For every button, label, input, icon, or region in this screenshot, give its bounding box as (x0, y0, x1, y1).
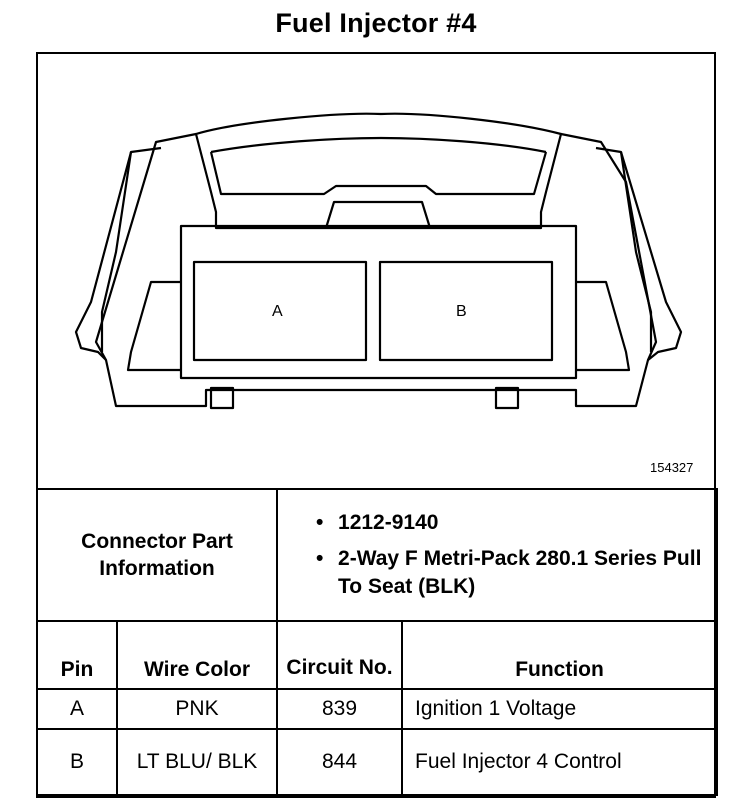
connector-part-item: • 1212-9140 (316, 509, 716, 537)
pin-b-label: B (456, 303, 467, 320)
header-function: Function (402, 621, 717, 689)
reference-number: 154327 (650, 460, 694, 475)
cell-wire-color: LT BLU/ BLK (117, 729, 277, 795)
table-row (37, 689, 717, 729)
connector-drawing (36, 52, 716, 488)
cell-circuit-no: 839 (277, 689, 402, 729)
connector-part-list (277, 489, 717, 621)
header-circuit-no: Circuit No. (277, 621, 402, 689)
cell-pin: B (37, 729, 117, 795)
header-wire-color: Wire Color (117, 621, 277, 689)
top-arch (196, 114, 561, 134)
cell-wire-color: PNK (117, 689, 277, 729)
pin-a-label: A (272, 303, 283, 320)
header-pin: Pin (37, 621, 117, 689)
cell-pin: A (37, 689, 117, 729)
left-latch (76, 148, 161, 360)
cell-function: Fuel Injector 4 Control (402, 729, 717, 795)
cell-function: Ignition 1 Voltage (402, 689, 717, 729)
connector-table (36, 488, 718, 796)
table-row (37, 729, 717, 795)
connector-part-item: • 2-Way F Metri-Pack 280.1 Series Pull To Seat (BLK) (316, 545, 716, 601)
connector-part-label: Connector Part Information (37, 489, 277, 621)
page-title: Fuel Injector #4 (275, 8, 477, 38)
terminal-body (181, 226, 576, 378)
center-latch (326, 202, 430, 228)
cell-circuit-no: 844 (277, 729, 402, 795)
